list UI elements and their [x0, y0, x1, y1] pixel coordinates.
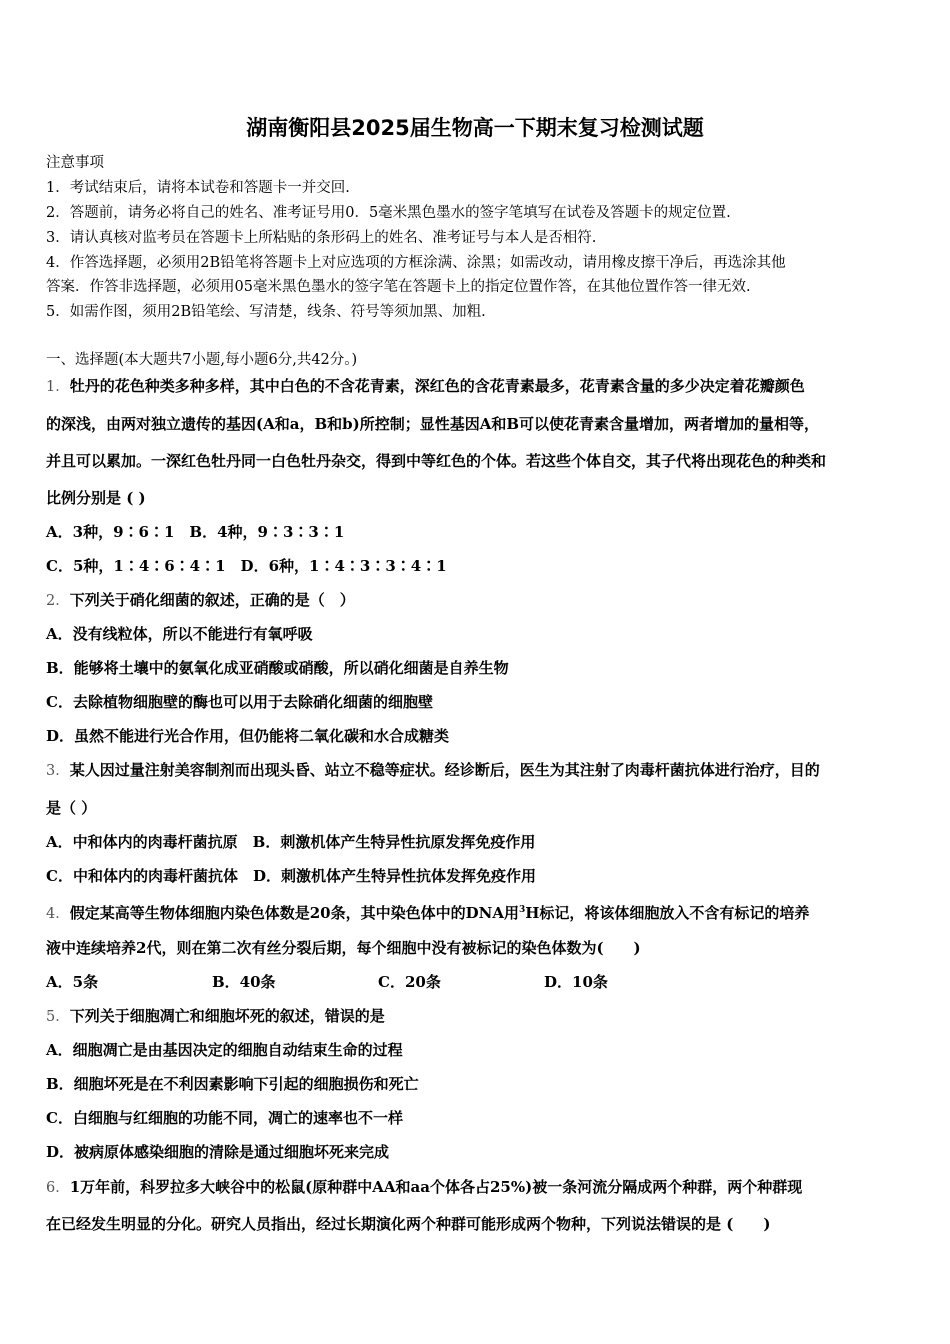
option: D．10条: [544, 973, 608, 991]
notice-heading: 注意事项: [46, 155, 104, 171]
question-number: 5．: [46, 1009, 70, 1025]
option-line: D．虽然不能进行光合作用，但仍能将二氧化碳和水合成糖类: [46, 727, 450, 745]
option-line: C．5种，1∶4∶6∶4∶1 D．6种，1∶4∶3∶3∶4∶1: [46, 557, 447, 575]
question-stem-line: 的深浅，由两对独立遗传的基因(A和a，B和b)所控制；显性基因A和B可以使花青素含量增加，两者增加的量相等，: [46, 415, 820, 433]
question-stem-line: 液中连续培养2代，则在第二次有丝分裂后期，每个细胞中没有被标记的染色体数为( ): [46, 939, 641, 957]
question-number: 2．: [46, 593, 70, 609]
option-line: A．细胞凋亡是由基因决定的细胞自动结束生命的过程: [46, 1041, 403, 1059]
question-number: 4．: [46, 906, 70, 922]
option: B．40条: [212, 973, 276, 991]
superscript: 3: [518, 905, 526, 915]
question-stem-line: 比例分别是 ( ): [46, 489, 146, 507]
question-stem-line: 在已经发生明显的分化。研究人员指出，经过长期演化两个种群可能形成两个物种，下列说法错误的是 ( ): [46, 1215, 771, 1233]
option-line: A．3种，9∶6∶1 B．4种，9∶3∶3∶1: [46, 523, 345, 541]
question-number: 1．: [46, 379, 70, 395]
question-3: [46, 760, 820, 781]
question-stem: 假定某高等生物体细胞内染色体数是20条，其中染色体中的DNA用: [69, 904, 519, 922]
question-4: [46, 900, 809, 924]
section-heading: 一、选择题(本大题共7小题,每小题6分,共42分。): [46, 352, 358, 368]
question-2: [46, 590, 355, 611]
option-line: A．中和体内的肉毒杆菌抗原 B．刺激机体产生特异性抗原发挥免疫作用: [46, 833, 536, 851]
option: A．5条: [46, 973, 99, 991]
question-stem-line: 是（ ）: [46, 799, 97, 817]
question-stem: 1万年前，科罗拉多大峡谷中的松鼠(原种群中AA和aa个体各占25%)被一条河流分隔成两个种群，两个种群现: [69, 1178, 803, 1196]
notice-item: 答案．作答非选择题，必须用05毫米黑色墨水的签字笔在答题卡上的指定位置作答，在其他位置作答一律无效.: [46, 279, 751, 295]
notice-item: 3．请认真核对监考员在答题卡上所粘贴的条形码上的姓名、准考证号与本人是否相符.: [46, 230, 597, 246]
question-6: [46, 1177, 802, 1198]
option-line: [46, 972, 608, 992]
page-title: 湖南衡阳县2025届生物高一下期末复习检测试题: [246, 116, 704, 140]
option-line: C．中和体内的肉毒杆菌抗体 D．刺激机体产生特异性抗体发挥免疫作用: [46, 867, 536, 885]
question-1: [46, 376, 805, 397]
notice-item: 1．考试结束后，请将本试卷和答题卡一并交回.: [46, 180, 350, 196]
option-line: D．被病原体感染细胞的清除是通过细胞坏死来完成: [46, 1143, 390, 1161]
question-stem: 某人因过量注射美容制剂而出现头昏、站立不稳等症状。经诊断后，医生为其注射了肉毒杆菌抗体进行治疗，目的: [69, 761, 820, 779]
question-number: 3．: [46, 763, 70, 779]
question-number: 6．: [46, 1180, 70, 1196]
question-stem-line: 并且可以累加。一深红色牡丹同一白色牡丹杂交，得到中等红色的个体。若这些个体自交，其子代将出现花色的种类和: [46, 452, 827, 470]
option-line: B．细胞坏死是在不利因素影响下引起的细胞损伤和死亡: [46, 1075, 419, 1093]
option: C．20条: [378, 973, 441, 991]
notice-item: 4．作答选择题，必须用2B铅笔将答题卡上对应选项的方框涂满、涂黑；如需改动，请用橡皮擦干净后，再选涂其他: [46, 255, 786, 271]
option-line: A．没有线粒体，所以不能进行有氧呼吸: [46, 625, 313, 643]
notice-item: 2．答题前，请务必将自己的姓名、准考证号用0．5毫米黑色墨水的签字笔填写在试卷及答题卡的规定位置.: [46, 205, 731, 221]
question-stem: 下列关于细胞凋亡和细胞坏死的叙述，错误的是: [69, 1007, 385, 1025]
notice-item: 5．如需作图，须用2B铅笔绘、写清楚，线条、符号等须加黑、加粗.: [46, 304, 486, 320]
question-stem: 下列关于硝化细菌的叙述，正确的是（ ）: [69, 591, 355, 609]
option-line: B．能够将土壤中的氨氧化成亚硝酸或硝酸，所以硝化细菌是自养生物: [46, 659, 509, 677]
option-line: C．去除植物细胞壁的酶也可以用于去除硝化细菌的细胞壁: [46, 693, 433, 711]
question-stem: 牡丹的花色种类多种多样，其中白色的不含花青素，深红色的含花青素最多，花青素含量的多少决定着花瓣颜色: [69, 377, 805, 395]
question-5: [46, 1006, 385, 1027]
question-stem: H标记，将该体细胞放入不含有标记的培养: [525, 904, 810, 922]
option-line: C．白细胞与红细胞的功能不同，凋亡的速率也不一样: [46, 1109, 403, 1127]
